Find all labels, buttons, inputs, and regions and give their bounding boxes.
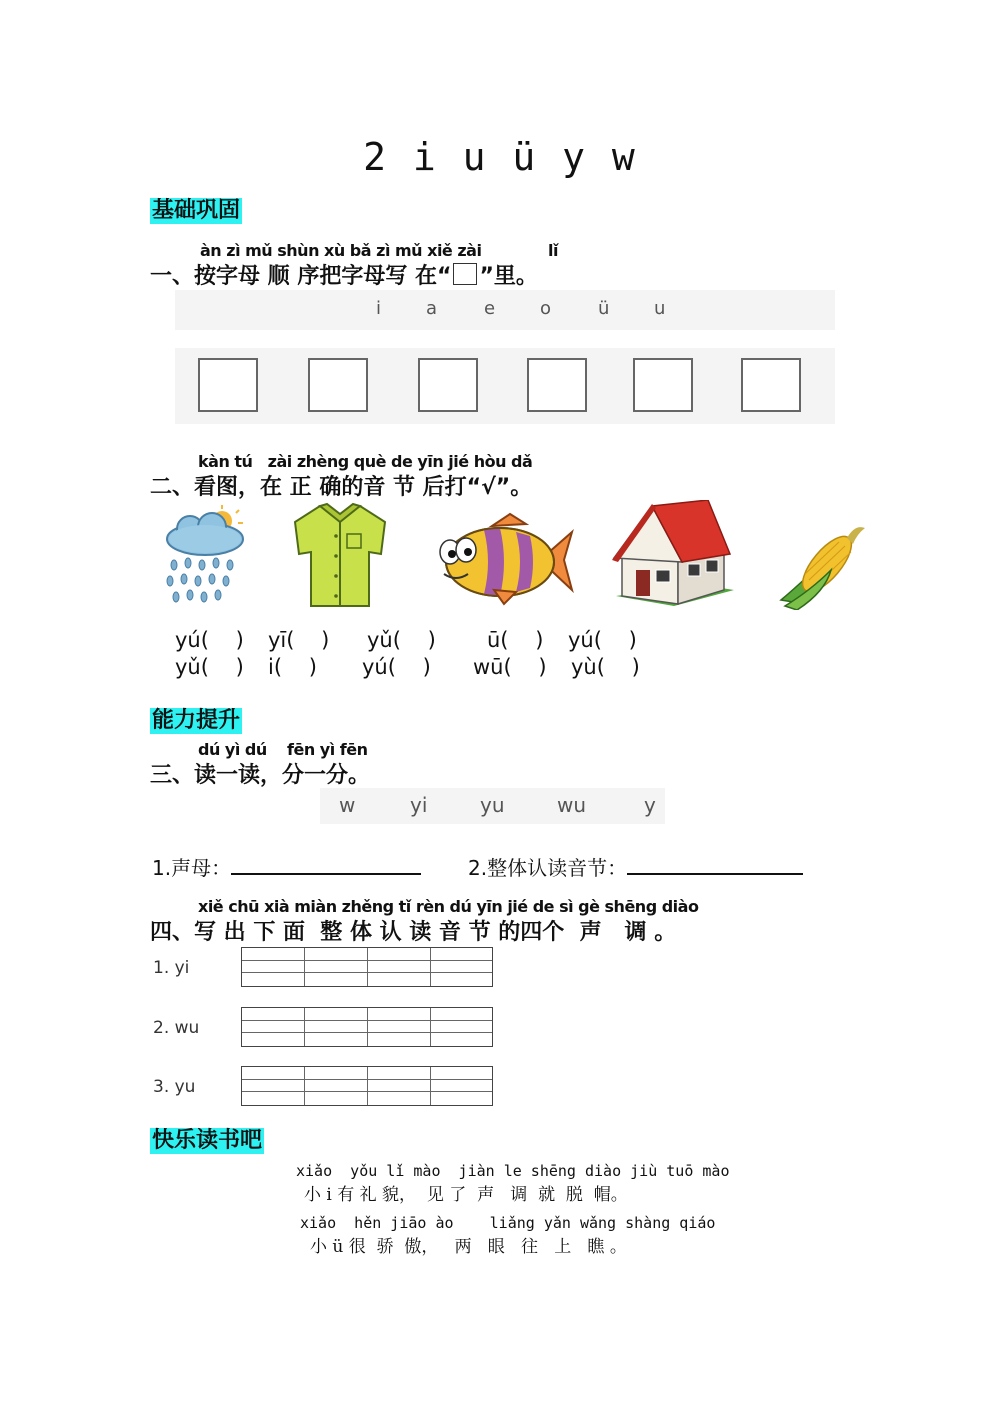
q3-item: y [644, 793, 656, 817]
house-icon [612, 500, 737, 610]
poem-line-1: 小 i 有 礼 貌， 见 了 声 调 就 脱 帽。 [304, 1185, 628, 1205]
fish-icon [432, 512, 577, 607]
q1-pinyin-li: lǐ [548, 241, 558, 260]
q1-letter: ü [598, 298, 610, 319]
q3-answer-2-line[interactable] [627, 853, 803, 875]
writing-grid-1[interactable] [241, 947, 493, 987]
q3-item: w [339, 793, 356, 817]
q1-letter: i [376, 298, 382, 319]
q2-option[interactable]: wū( ) [473, 655, 547, 679]
q2-option[interactable]: yú( ) [568, 628, 637, 652]
q1-text-before: 一、按字母 顺 序把字母写 在“ [150, 264, 452, 289]
poem-line-2: 小 ü 很 骄 傲， 两 眼 往 上 瞧 。 [310, 1237, 627, 1257]
page-title: 2 i u ü y w [363, 135, 637, 179]
shirt-icon [285, 500, 395, 610]
q4-item-label: 2. wu [153, 1018, 200, 1038]
q2-pinyin: kàn tú zài zhèng què de yīn jié hòu dǎ [198, 452, 533, 471]
q3-pinyin: dú yì dú fēn yì fēn [198, 740, 368, 759]
q3-question: 三、读一读，分一分。 [150, 763, 371, 788]
q1-box-panel [175, 348, 835, 424]
q1-letter: e [484, 298, 496, 319]
section-ability: 能力提升 [152, 708, 241, 733]
q4-question: 四、写 出 下 面 整 体 认 读 音 节 的四个 声 调 。 [150, 920, 677, 945]
q3-answer-2 [468, 852, 803, 881]
inline-box-icon [453, 263, 477, 285]
answer-box-5[interactable] [633, 358, 693, 412]
q2-option[interactable]: yù( ) [571, 655, 640, 679]
q4-pinyin: xiě chū xià miàn zhěng tǐ rèn dú yīn jié de sì gè shēng diào [198, 897, 699, 916]
q3-item: yi [410, 793, 428, 817]
q2-option[interactable]: yī( ) [268, 628, 330, 652]
q1-letter: o [540, 298, 552, 319]
q2-option[interactable]: i( ) [268, 655, 317, 679]
corn-icon [775, 520, 870, 610]
q4-item-label: 1. yi [153, 958, 190, 978]
q1-question [150, 259, 538, 290]
q2-option[interactable]: ū( ) [487, 628, 544, 652]
writing-grid-2[interactable] [241, 1007, 493, 1047]
q3-answer-1 [152, 852, 421, 881]
q2-option[interactable]: yú( ) [362, 655, 431, 679]
q3-answer-2-label: 2.整体认读音节： [468, 856, 628, 880]
q1-letter: u [654, 298, 666, 319]
q2-option[interactable]: yǔ( ) [175, 655, 244, 679]
writing-grid-3[interactable] [241, 1066, 493, 1106]
rain-cloud-icon [160, 505, 250, 610]
answer-box-1[interactable] [198, 358, 258, 412]
q2-option[interactable]: yú( ) [175, 628, 244, 652]
q2-question: 二、看图，在 正 确的音 节 后打“√”。 [150, 475, 533, 500]
q3-item: wu [557, 793, 587, 817]
q1-letter-panel [175, 290, 835, 330]
answer-box-2[interactable] [308, 358, 368, 412]
answer-box-3[interactable] [418, 358, 478, 412]
q3-answer-1-line[interactable] [231, 853, 421, 875]
q4-item-label: 3. yu [153, 1077, 196, 1097]
q1-text-after: ”里。 [479, 264, 538, 289]
poem-line-2-pinyin: xiǎo hěn jiāo ào liǎng yǎn wǎng shàng qiáo [300, 1214, 716, 1232]
section-reading: 快乐读书吧 [152, 1128, 263, 1153]
q1-pinyin: àn zì mǔ shùn xù bǎ zì mǔ xiě zài [200, 241, 482, 260]
poem-line-1-pinyin: xiǎo yǒu lǐ mào jiàn le shēng diào jiù tuō mào [296, 1162, 730, 1180]
section-basic: 基础巩固 [152, 198, 241, 223]
answer-box-6[interactable] [741, 358, 801, 412]
answer-box-4[interactable] [527, 358, 587, 412]
q3-item: yu [480, 793, 505, 817]
q3-answer-1-label: 1.声母： [152, 856, 232, 880]
q1-letter: a [426, 298, 438, 319]
q2-option[interactable]: yǔ( ) [367, 628, 436, 652]
